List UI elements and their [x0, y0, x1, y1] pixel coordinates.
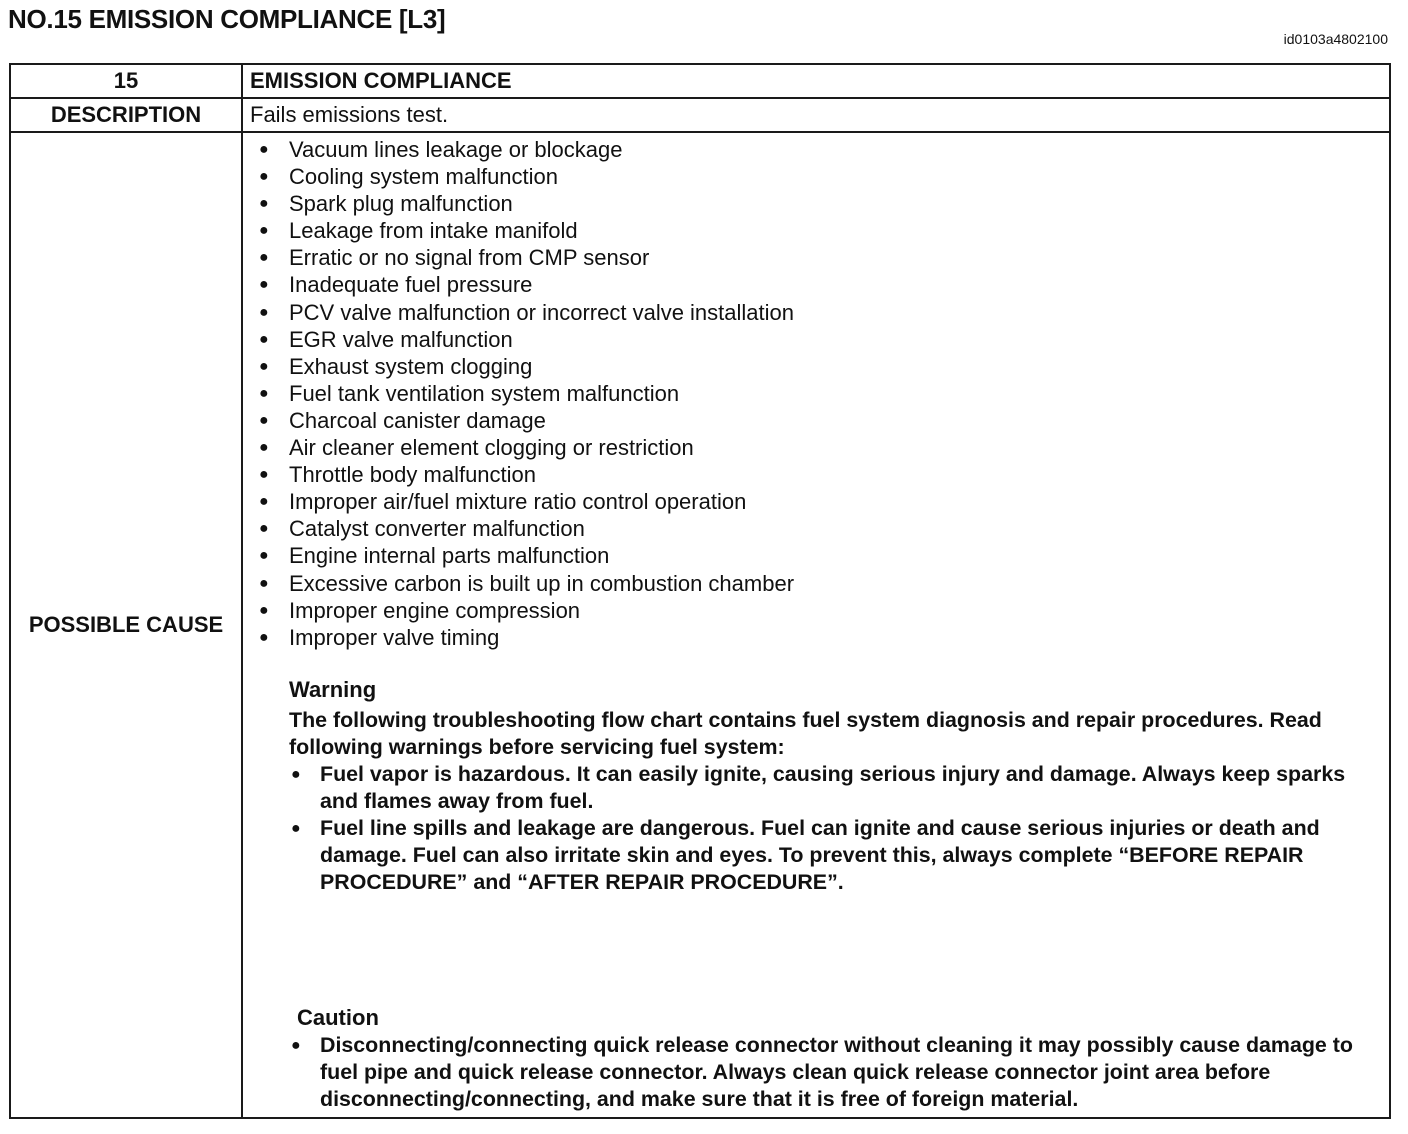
- warning-intro: The following troubleshooting flow chart contains fuel system diagnosis and repair procedures. Read following warnings before servicing fuel system:: [289, 708, 1322, 759]
- cause-item: [255, 461, 794, 488]
- cause-item: [255, 271, 794, 298]
- cause-item: [255, 488, 794, 515]
- bullet-icon: ●: [259, 249, 269, 267]
- bullet-icon: ●: [259, 303, 269, 321]
- warning-item: [289, 761, 1379, 815]
- cause-item: [255, 217, 794, 244]
- bullet-icon: ●: [259, 493, 269, 511]
- description-label: DESCRIPTION: [50, 102, 202, 127]
- cause-text: Cooling system malfunction: [289, 164, 559, 190]
- heading-cell: [242, 64, 1390, 98]
- description-cell: [242, 98, 1390, 132]
- bullet-icon: ●: [259, 168, 269, 186]
- bullet-icon: ●: [259, 439, 269, 457]
- cause-item: [255, 380, 794, 407]
- bullet-icon: ●: [259, 384, 269, 402]
- cause-text: Exhaust system clogging: [289, 353, 533, 379]
- cause-text: PCV valve malfunction or incorrect valve installation: [289, 299, 795, 325]
- possible-cause-label: POSSIBLE CAUSE: [28, 612, 224, 637]
- bullet-icon: ●: [259, 276, 269, 294]
- header-row: [10, 64, 1390, 98]
- cause-text: Vacuum lines leakage or blockage: [289, 137, 623, 162]
- bullet-icon: ●: [259, 628, 269, 646]
- cause-text: Improper valve timing: [289, 624, 500, 650]
- description-row: [10, 98, 1390, 132]
- caution-block: [289, 1004, 1387, 1113]
- possible-cause-body: [243, 133, 1389, 1117]
- cause-item: [255, 624, 794, 651]
- cause-text: Erratic or no signal from CMP sensor: [289, 245, 650, 271]
- cause-text: Fuel tank ventilation system malfunction: [289, 380, 680, 406]
- cause-text: Catalyst converter malfunction: [289, 516, 585, 542]
- cause-text: EGR valve malfunction: [289, 326, 513, 352]
- cause-item: [255, 244, 794, 271]
- description-text: Fails emissions test.: [250, 102, 449, 127]
- cause-item: [255, 163, 794, 190]
- document-id: id0103a4802100: [1283, 31, 1388, 47]
- bullet-icon: ●: [259, 547, 269, 565]
- item-heading: EMISSION COMPLIANCE: [250, 68, 512, 93]
- cause-item: [255, 326, 794, 353]
- bullet-icon: ●: [259, 574, 269, 592]
- cause-item: [255, 299, 794, 326]
- warning-item: [289, 815, 1379, 896]
- possible-cause-row: [10, 132, 1390, 1118]
- bullet-icon: ●: [259, 411, 269, 429]
- cause-item: [255, 136, 794, 163]
- cause-text: Spark plug malfunction: [289, 191, 513, 217]
- bullet-icon: ●: [291, 766, 301, 783]
- item-number: 15: [113, 68, 139, 93]
- caution-title: Caution: [297, 1005, 379, 1030]
- cause-text: Leakage from intake manifold: [289, 218, 578, 244]
- cause-list: [255, 136, 794, 651]
- caution-text: Disconnecting/connecting quick release connector without cleaning it may possibly cause damage to fuel pipe and quick release connector. Always clean quick release connector joint area before disconnecting/connecting, and make sure that it is free of foreign material.: [320, 1033, 1353, 1111]
- description-label-cell: [10, 98, 242, 132]
- bullet-icon: ●: [259, 601, 269, 619]
- bullet-icon: ●: [291, 820, 301, 837]
- bullet-icon: ●: [259, 520, 269, 538]
- bullet-icon: ●: [259, 466, 269, 484]
- warning-list: [289, 761, 1379, 896]
- cause-text: Excessive carbon is built up in combustion chamber: [289, 570, 795, 596]
- bullet-icon: ●: [259, 195, 269, 213]
- bullet-icon: ●: [259, 330, 269, 348]
- bullet-icon: ●: [259, 357, 269, 375]
- possible-cause-cell: [242, 132, 1390, 1118]
- caution-list: [289, 1032, 1387, 1113]
- cause-text: Throttle body malfunction: [289, 462, 537, 488]
- cause-text: Improper air/fuel mixture ratio control operation: [289, 489, 747, 515]
- warning-block: [289, 676, 1379, 896]
- bullet-icon: ●: [291, 1037, 301, 1054]
- emission-compliance-table: [9, 63, 1391, 1119]
- number-cell: [10, 64, 242, 98]
- caution-item: [289, 1032, 1387, 1113]
- bullet-icon: ●: [259, 222, 269, 240]
- cause-text: Engine internal parts malfunction: [289, 543, 610, 569]
- warning-text: Fuel line spills and leakage are dangerous. Fuel can ignite and cause serious injuries or death and damage. Fuel can also irritate skin and eyes. To prevent this, always complete “BEFORE REPAIR PROCEDURE” and “AFTER REPAIR PROCEDURE”.: [320, 816, 1320, 894]
- cause-text: Improper engine compression: [289, 597, 581, 623]
- cause-text: Inadequate fuel pressure: [289, 272, 533, 298]
- cause-item: [255, 597, 794, 624]
- page-title: NO.15 EMISSION COMPLIANCE [L3]: [8, 4, 446, 34]
- cause-item: [255, 190, 794, 217]
- possible-cause-label-cell: [10, 132, 242, 1118]
- bullet-icon: ●: [259, 141, 269, 158]
- cause-text: Charcoal canister damage: [289, 407, 546, 433]
- cause-item: [255, 353, 794, 380]
- warning-text: Fuel vapor is hazardous. It can easily ignite, causing serious injury and damage. Always keep sparks and flames away from fuel.: [320, 762, 1346, 813]
- cause-item: [255, 434, 794, 461]
- cause-item: [255, 542, 794, 569]
- warning-title: Warning: [289, 677, 377, 702]
- cause-item: [255, 570, 794, 597]
- cause-item: [255, 515, 794, 542]
- cause-item: [255, 407, 794, 434]
- cause-text: Air cleaner element clogging or restriction: [289, 435, 694, 461]
